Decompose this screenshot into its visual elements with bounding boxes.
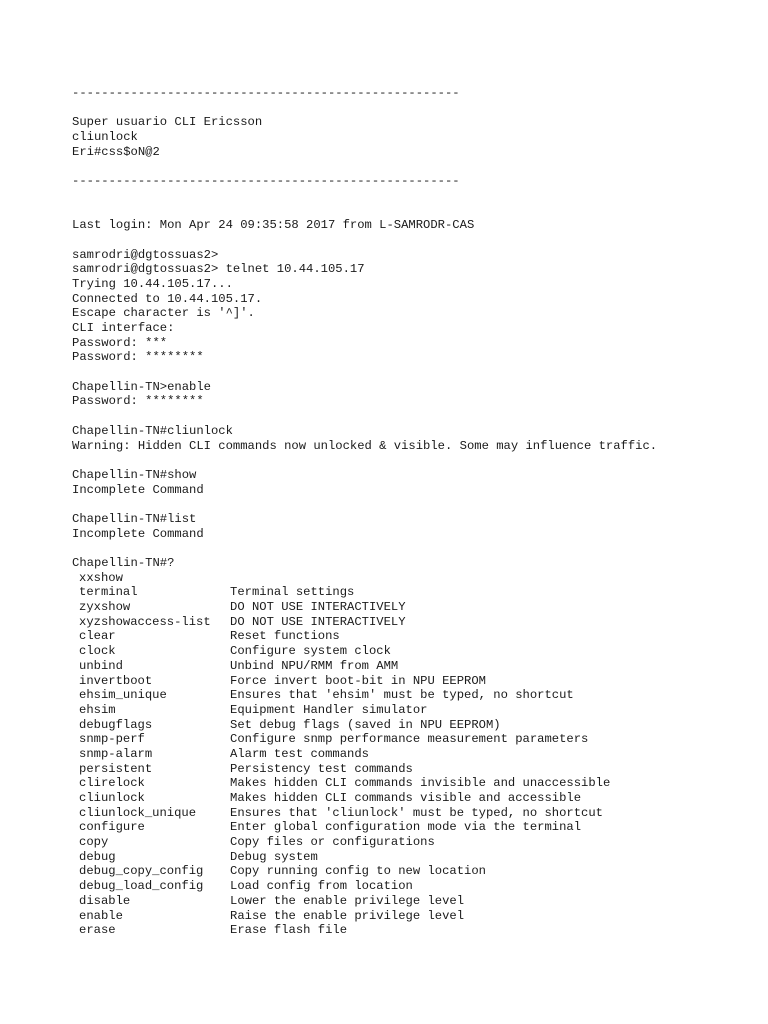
command-description: Copy files or configurations <box>230 835 435 850</box>
terminal-line: Chapellin-TN#list <box>72 511 197 526</box>
terminal-line: Incomplete Command <box>72 526 204 541</box>
command-row <box>72 762 752 777</box>
terminal-line: Chapellin-TN#? <box>72 556 175 570</box>
command-row <box>72 644 752 659</box>
separator-top: ----------------------------------------------------- <box>72 86 460 100</box>
command-row <box>72 894 752 909</box>
terminal-line: Trying 10.44.105.17... <box>72 276 233 291</box>
command-name: cliunlock <box>79 791 145 805</box>
command-row <box>72 864 752 879</box>
command-row <box>72 850 752 865</box>
command-row <box>72 732 752 747</box>
terminal-line: Password: ******** <box>72 394 204 409</box>
command-description: DO NOT USE INTERACTIVELY <box>230 614 406 629</box>
command-row <box>72 615 752 630</box>
command-row <box>72 791 752 806</box>
command-description: Copy running config to new location <box>230 864 486 879</box>
command-row <box>72 923 752 938</box>
command-name: cliunlock_unique <box>79 805 197 820</box>
command-description: Raise the enable privilege level <box>230 908 465 923</box>
command-name: xxshow <box>79 570 123 585</box>
blank-line <box>72 233 752 248</box>
terminal-line: Incomplete Command <box>72 482 204 497</box>
command-name: xyzshowaccess-list <box>79 614 211 629</box>
command-name: debug_load_config <box>79 879 204 894</box>
command-name: snmp-perf <box>79 732 145 747</box>
command-description <box>230 571 752 586</box>
terminal-line: Chapellin-TN>enable <box>72 379 211 394</box>
header-block <box>72 115 752 159</box>
command-row <box>72 571 752 586</box>
command-row <box>72 688 752 703</box>
command-name: erase <box>79 923 116 938</box>
terminal-line: samrodri@dgtossuas2> <box>72 247 219 262</box>
command-row <box>72 674 752 689</box>
command-name: debug_copy_config <box>79 864 204 879</box>
command-name: clirelock <box>79 776 145 791</box>
command-description: Debug system <box>230 849 318 864</box>
command-name: clock <box>79 644 116 659</box>
command-row <box>72 776 752 791</box>
terminal-line: Connected to 10.44.105.17. <box>72 291 263 306</box>
command-row <box>72 718 752 733</box>
command-description: DO NOT USE INTERACTIVELY <box>230 600 406 615</box>
command-name: ehsim_unique <box>79 688 167 703</box>
command-name: configure <box>79 820 145 835</box>
command-description: Makes hidden CLI commands visible and accessible <box>230 791 582 805</box>
command-name: enable <box>79 908 123 923</box>
command-name: copy <box>79 835 109 850</box>
command-description: Terminal settings <box>230 585 355 600</box>
command-description: Erase flash file <box>230 923 348 938</box>
blank-line <box>72 541 752 556</box>
terminal-line: Chapellin-TN#show <box>72 467 197 482</box>
command-name: terminal <box>79 585 138 600</box>
command-row <box>72 879 752 894</box>
command-name: disable <box>79 893 131 908</box>
command-name: snmp-alarm <box>79 746 153 761</box>
command-name: ehsim <box>79 702 116 717</box>
terminal-line: Chapellin-TN#cliunlock <box>72 423 233 438</box>
command-row <box>72 600 752 615</box>
command-description: Unbind NPU/RMM from AMM <box>230 658 399 673</box>
blank-line <box>72 453 752 468</box>
terminal-session <box>72 218 752 571</box>
command-description: Configure system clock <box>230 644 391 659</box>
command-row <box>72 703 752 718</box>
command-description: Ensures that 'ehsim' must be typed, no shortcut <box>230 688 574 703</box>
blank-line <box>72 409 752 424</box>
command-description: Force invert boot-bit in NPU EEPROM <box>230 673 486 688</box>
header-line: Super usuario CLI Ericsson <box>72 115 263 130</box>
command-row <box>72 820 752 835</box>
command-description: Makes hidden CLI commands invisible and unaccessible <box>230 776 611 791</box>
command-description: Enter global configuration mode via the terminal <box>230 820 582 835</box>
command-name: debug <box>79 849 116 864</box>
command-list <box>72 571 752 938</box>
terminal-line: Last login: Mon Apr 24 09:35:58 2017 from L-SAMRODR-CAS <box>72 218 475 233</box>
terminal-line: Escape character is '^]'. <box>72 306 255 321</box>
header-line: Eri#css$oN@2 <box>72 144 160 159</box>
command-description: Set debug flags (saved in NPU EEPROM) <box>230 717 501 732</box>
command-name: zyxshow <box>79 600 131 615</box>
document-page <box>72 86 752 938</box>
command-description: Lower the enable privilege level <box>230 893 465 908</box>
command-description: Ensures that 'cliunlock' must be typed, no shortcut <box>230 805 603 820</box>
terminal-line: Password: *** <box>72 335 168 350</box>
command-name: clear <box>79 629 116 644</box>
command-description: Alarm test commands <box>230 746 369 761</box>
command-row <box>72 659 752 674</box>
command-row <box>72 909 752 924</box>
command-name: unbind <box>79 658 123 673</box>
blank-line <box>72 365 752 380</box>
blank-line <box>72 497 752 512</box>
command-row <box>72 629 752 644</box>
command-description: Configure snmp performance measurement parameters <box>230 732 589 747</box>
command-name: persistent <box>79 761 153 776</box>
command-row <box>72 747 752 762</box>
terminal-line: Password: ******** <box>72 350 204 365</box>
terminal-line: Warning: Hidden CLI commands now unlocked & visible. Some may influence traffic. <box>72 438 658 453</box>
header-line: cliunlock <box>72 130 138 145</box>
command-row <box>72 585 752 600</box>
command-row <box>72 806 752 821</box>
command-description: Equipment Handler simulator <box>230 702 428 717</box>
terminal-line: CLI interface: <box>72 321 175 335</box>
command-name: invertboot <box>79 673 153 688</box>
command-description: Load config from location <box>230 879 413 894</box>
command-row <box>72 835 752 850</box>
command-name: debugflags <box>79 717 153 732</box>
command-description: Persistency test commands <box>230 761 413 776</box>
separator-bottom: ----------------------------------------------------- <box>72 174 460 189</box>
terminal-line: samrodri@dgtossuas2> telnet 10.44.105.17 <box>72 262 365 277</box>
command-description: Reset functions <box>230 629 340 644</box>
